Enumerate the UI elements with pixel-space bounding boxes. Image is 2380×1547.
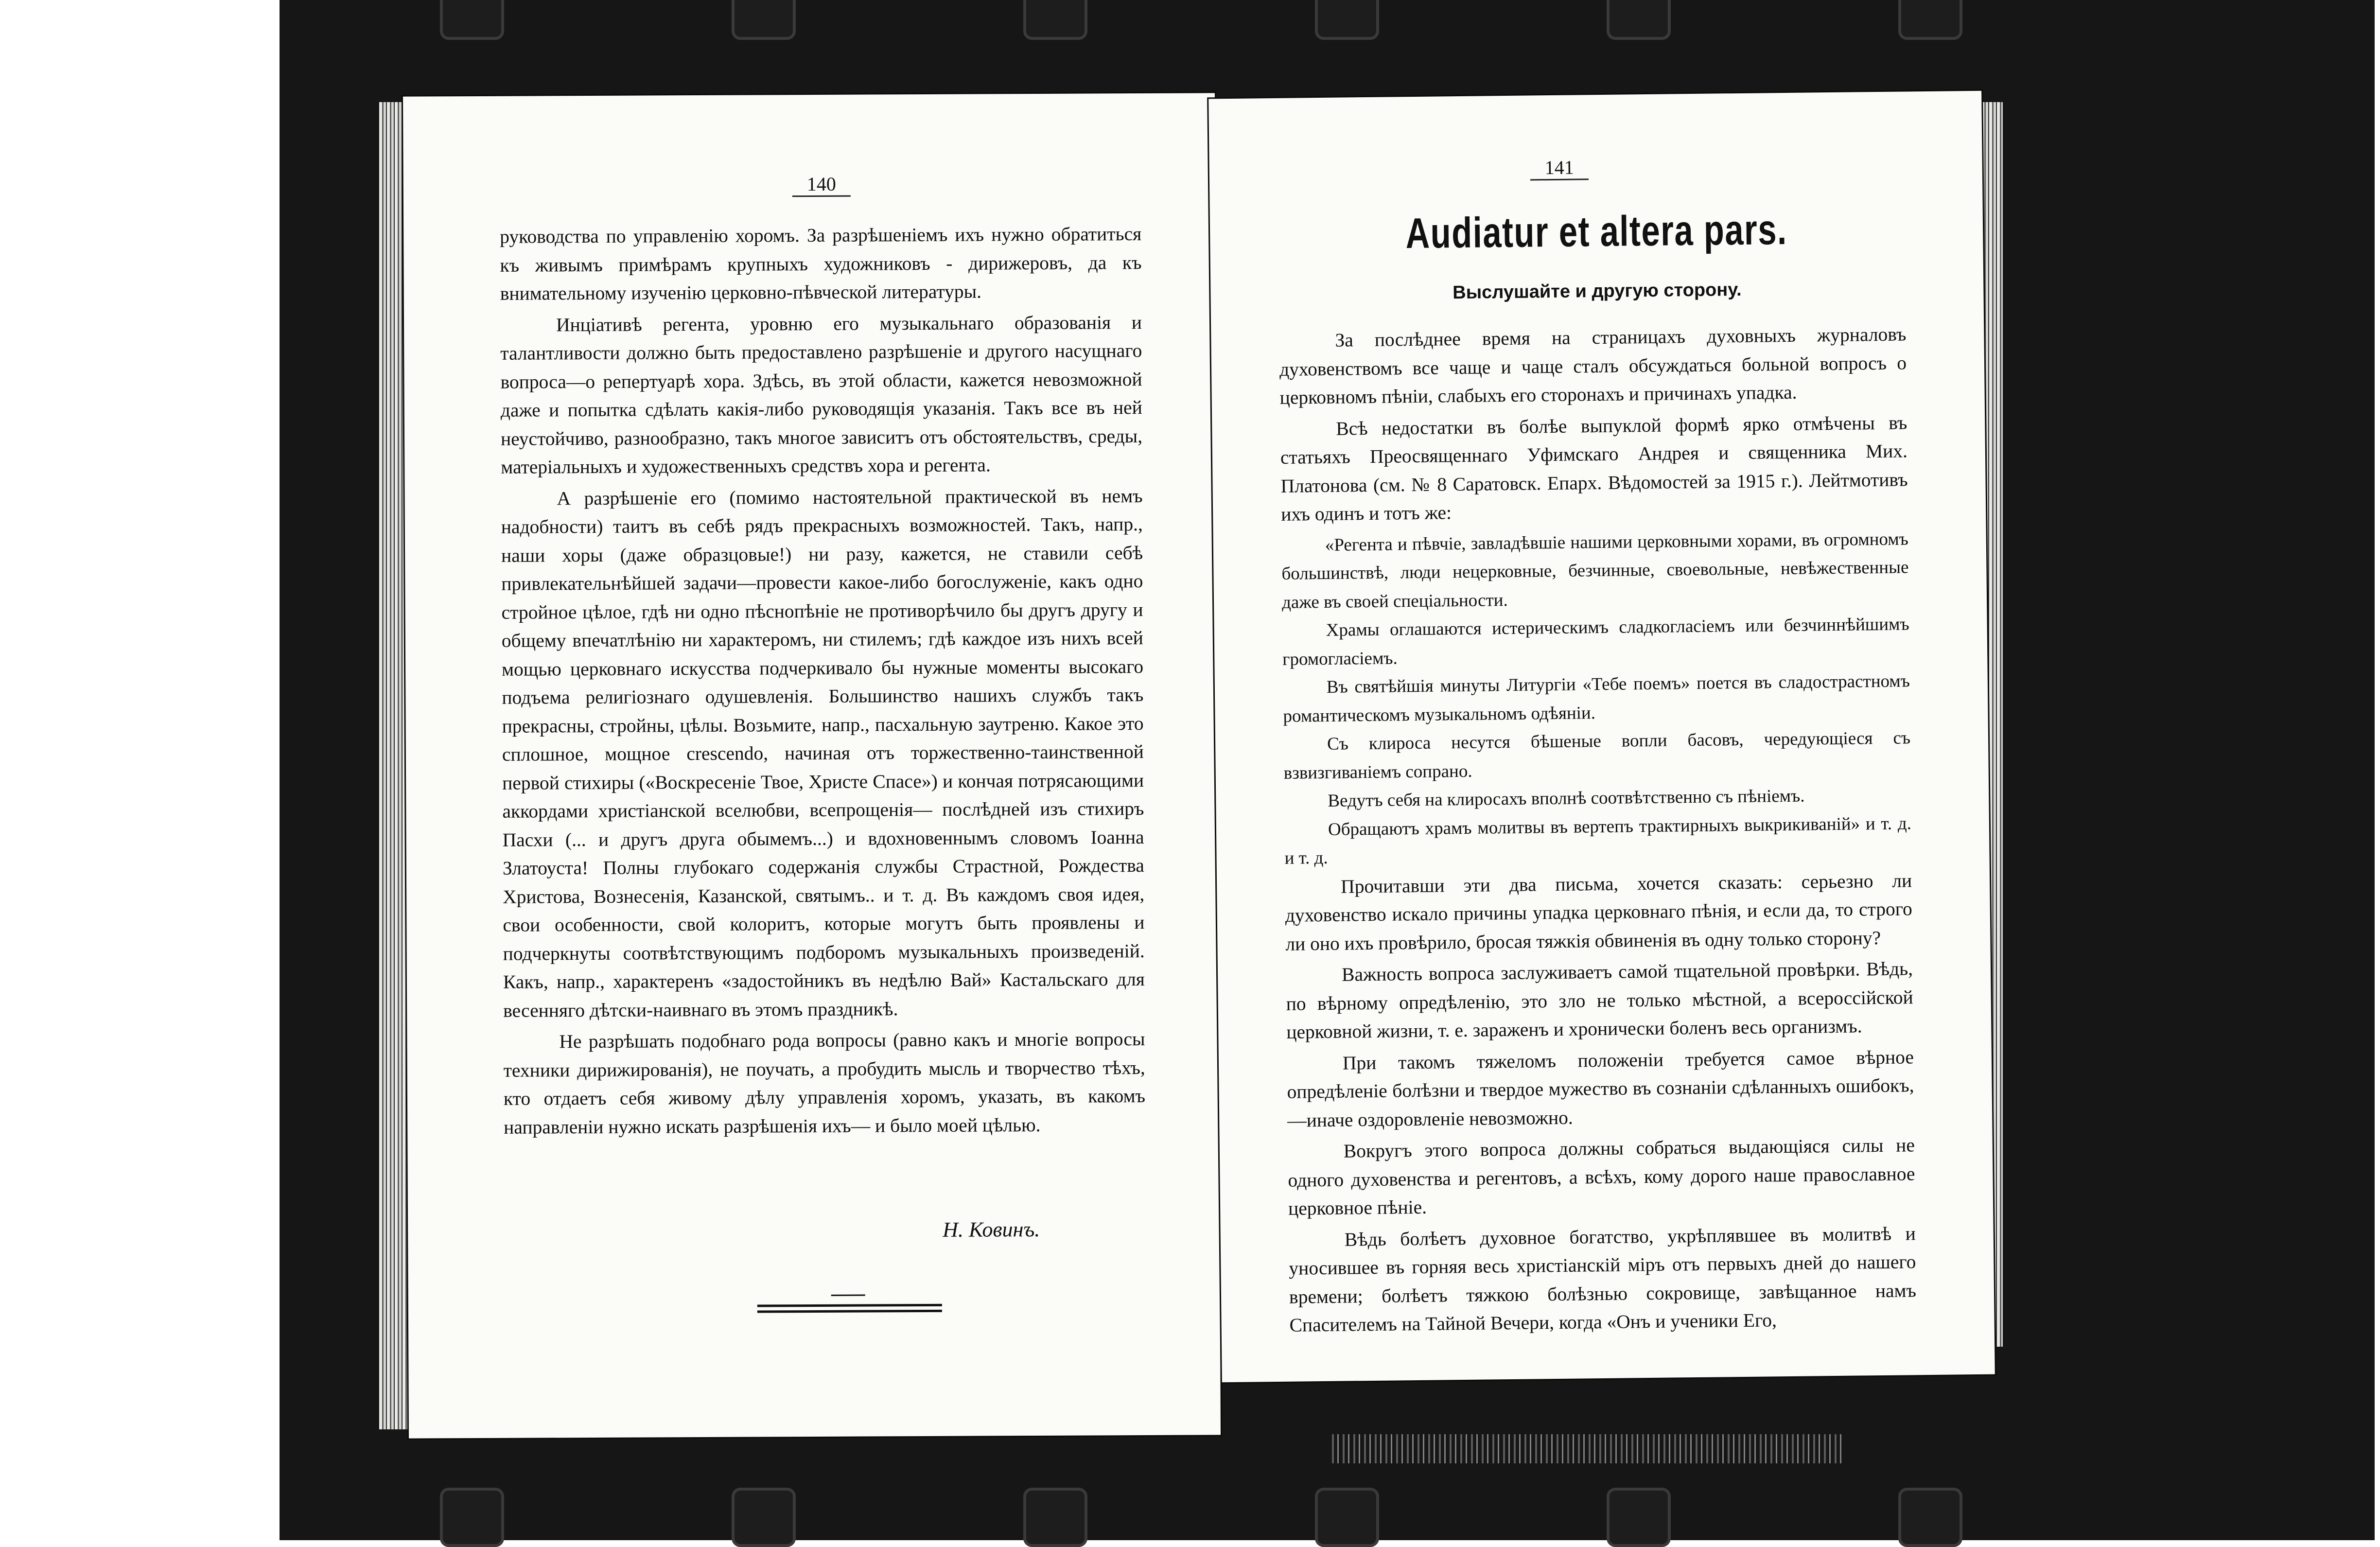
film-sprocket-hole bbox=[1898, 0, 1962, 40]
article-subtitle: Выслушайте и другую сторону. bbox=[1452, 279, 1742, 303]
paragraph: При такомъ тяжеломъ положеніи требуется самое вѣрное опредѣленіе болѣзни и твердое мужество въ сознаніи сдѣланныхъ ошибокъ,—иначе оздоровленіе невозможно. bbox=[1287, 1046, 1914, 1131]
paragraph: Прочитавши эти два письма, хочется сказать: серьезно ли духовенство искало причины упадка церковнаго пѣнія, и если да, то строго ли оно ихъ провѣрило, бросая тяжкія обвиненія въ одну только сторону? bbox=[1285, 869, 1912, 955]
quote-line: Храмы оглашаются истерическимъ сладкогласіемъ или безчиннѣйшимъ громогласіемъ. bbox=[1282, 614, 1909, 669]
paragraph: Инціативѣ регента, уровню его музыкальнаго образованія и талантливости должно быть предоставлено разрѣшеніе и другого насущнаго вопроса—о репертуарѣ хора. Здѣсь, въ этой области, кажется невозможной даже и попытка сдѣлать какія-либо руководящія указанія. Такъ все въ ней неустойчиво, разнообразно, такъ многое зависитъ отъ обстоятельствъ, среды, матеріальныхъ и художественныхъ средствъ хора и регента. bbox=[500, 311, 1143, 478]
paragraph: Всѣ недостатки въ болѣе выпуклой формѣ ярко отмѣчены въ статьяхъ Преосвященнаго Уфимскаго Андрея и священника Мих. Платонова (см. № 8 Саратовск. Епарх. Вѣдомостей за 1915 г.). Лейтмотивъ ихъ одинъ и тотъ же: bbox=[1280, 411, 1908, 525]
paragraph: За послѣднее время на страницахъ духовныхъ журналовъ духовенствомъ все чаще и чаще сталъ обсуждаться больной вопросъ о церковномъ пѣніи, слабыхъ его сторонахъ и причинахъ упадка. bbox=[1279, 323, 1907, 408]
quote-line: Ведутъ себя на клиросахъ вполнѣ соотвѣтственно съ пѣніемъ. bbox=[1328, 786, 1805, 811]
film-sprocket-hole bbox=[1023, 1488, 1087, 1547]
left-page-body bbox=[500, 220, 1145, 1144]
film-sprocket-hole bbox=[1315, 1488, 1379, 1547]
author-signature: Н. Ковинъ. bbox=[943, 1217, 1040, 1242]
film-sprocket-hole bbox=[1023, 0, 1087, 40]
paragraph: Важность вопроса заслуживаетъ самой тщательной провѣрки. Вѣдь, по вѣрному опредѣленію, это зло не только мѣстной, а всероссійской церковной жизни, т. е. зараженъ и хронически боленъ весь организмъ. bbox=[1286, 958, 1913, 1043]
divider-line bbox=[757, 1304, 942, 1307]
quote-line: Обращаютъ храмъ молитвы въ вертепъ трактирныхъ выкрикиваній» и т. д. и т. д. bbox=[1284, 813, 1912, 868]
paragraph: А разрѣшеніе его (помимо настоятельной практической въ немъ надобности) таитъ въ себѣ рядъ прекрасныхъ возможностей. Такъ, напр., наши хоры (даже образцовые!) ни разу, кажется, не ставили себѣ привлекательнѣйшей задачи—провести какое-либо богослуженіе, какъ одно стройное цѣлое, гдѣ ни одно пѣснопѣніе не противорѣчило бы другъ другу и общему впечатлѣнію ни характеромъ, ни стилемъ; гдѣ каждое изъ нихъ всей мощью церковнаго искусства подчеркивало бы нужные моменты высокаго подъема религіознаго одушевленія. Большинство нашихъ службъ такъ прекрасны, стройны, цѣлы. Возьмите, напр., пасхальную заутреню. Какое это сплошное, мощное crescendo, начиная отъ торжественно-таинственной первой стихиры («Воскресеніе Твое, Христе Спасе») и кончая потрясающими аккордами христіанской вселюбви, всепрощенія— послѣдней изъ стихиръ Пасхи (... и другъ друга обымемъ...) и вдохновеннымъ словомъ Іоанна Златоуста! Полны глубокаго содержанія службы Страстной, Рождества Христова, Вознесенія, Казанской, святымъ.. и т. д. Въ каждомъ своя идея, свои особенности, свой колоритъ, которые могутъ быть проявлены и подчеркнуты соотвѣтствующимъ подборомъ музыкальныхъ произведеній. Какъ, напр., характеренъ «задостойникъ въ недѣлю Вай» Кастальскаго для весенняго дѣтски-наивнаго въ этомъ праздникѣ. bbox=[501, 485, 1145, 1021]
film-sprocket-hole bbox=[440, 0, 504, 40]
film-sprocket-hole bbox=[440, 1488, 504, 1547]
scan-noise bbox=[1332, 1434, 1842, 1463]
film-sprocket-hole bbox=[1315, 0, 1379, 40]
right-page bbox=[1208, 91, 1995, 1383]
page-number: 141 bbox=[1530, 156, 1589, 180]
article-title: Audiatur et altera pars. bbox=[1405, 205, 1788, 258]
film-sprocket-hole bbox=[1607, 0, 1671, 40]
film-sprocket-hole bbox=[732, 1488, 796, 1547]
left-page bbox=[403, 93, 1221, 1438]
film-sprocket-hole bbox=[1607, 1488, 1671, 1547]
quote-line: Съ клироса несутся бѣшеные вопли басовъ, чередующіеся съ взвизгиваніемъ сопрано. bbox=[1283, 728, 1911, 783]
paragraph: Вѣдь болѣетъ духовное богатство, укрѣплявшее въ молитвѣ и уносившее въ горняя весь христіанскій міръ отъ первыхъ дней до нашего времени; болѣетъ тяжкою болѣзнью сокровище, завѣщанное намъ Спасителемъ на Тайной Вечери, когда «Онъ и ученики Его, bbox=[1289, 1222, 1917, 1336]
divider-line bbox=[757, 1310, 942, 1313]
film-sprocket-hole bbox=[1898, 1488, 1962, 1547]
film-sprocket-hole bbox=[732, 0, 796, 40]
quote-line: «Регента и пѣвчіе, завладѣвшіе нашими церковными хорами, въ огромномъ большинствѣ, люди нецерковные, безчинные, своевольные, невѣжественные даже въ своей спеціальности. bbox=[1281, 528, 1909, 613]
paragraph: руководства по управленію хоромъ. За разрѣшеніемъ ихъ нужно обратиться къ живымъ примѣрамъ крупныхъ художниковъ - дирижеровъ, да къ внимательному изученію церковно-пѣвческой литературы. bbox=[500, 223, 1142, 304]
paragraph: Не разрѣшать подобнаго рода вопросы (равно какъ и многіе вопросы техники дирижированія), не поучать, а пробудить мысль и творчество тѣхъ, кто отдаетъ себя живому дѣлу управленія хоромъ, указать, въ какомъ направленіи нужно искать разрѣшенія ихъ— и было моей цѣлью. bbox=[503, 1028, 1146, 1138]
divider-short bbox=[831, 1295, 865, 1296]
right-page-body bbox=[1279, 320, 1917, 1342]
page-number: 140 bbox=[792, 173, 851, 197]
paragraph: Вокругъ этого вопроса должны собраться выдающіяся силы не одного духовенства и регентовъ, а всѣхъ, кому дорого наше православное церковное пѣніе. bbox=[1288, 1134, 1915, 1219]
quote-line: Въ святѣйшія минуты Литургіи «Тебе поемъ» поется въ сладострастномъ романтическомъ музыкальномъ одѣяніи. bbox=[1283, 671, 1910, 726]
